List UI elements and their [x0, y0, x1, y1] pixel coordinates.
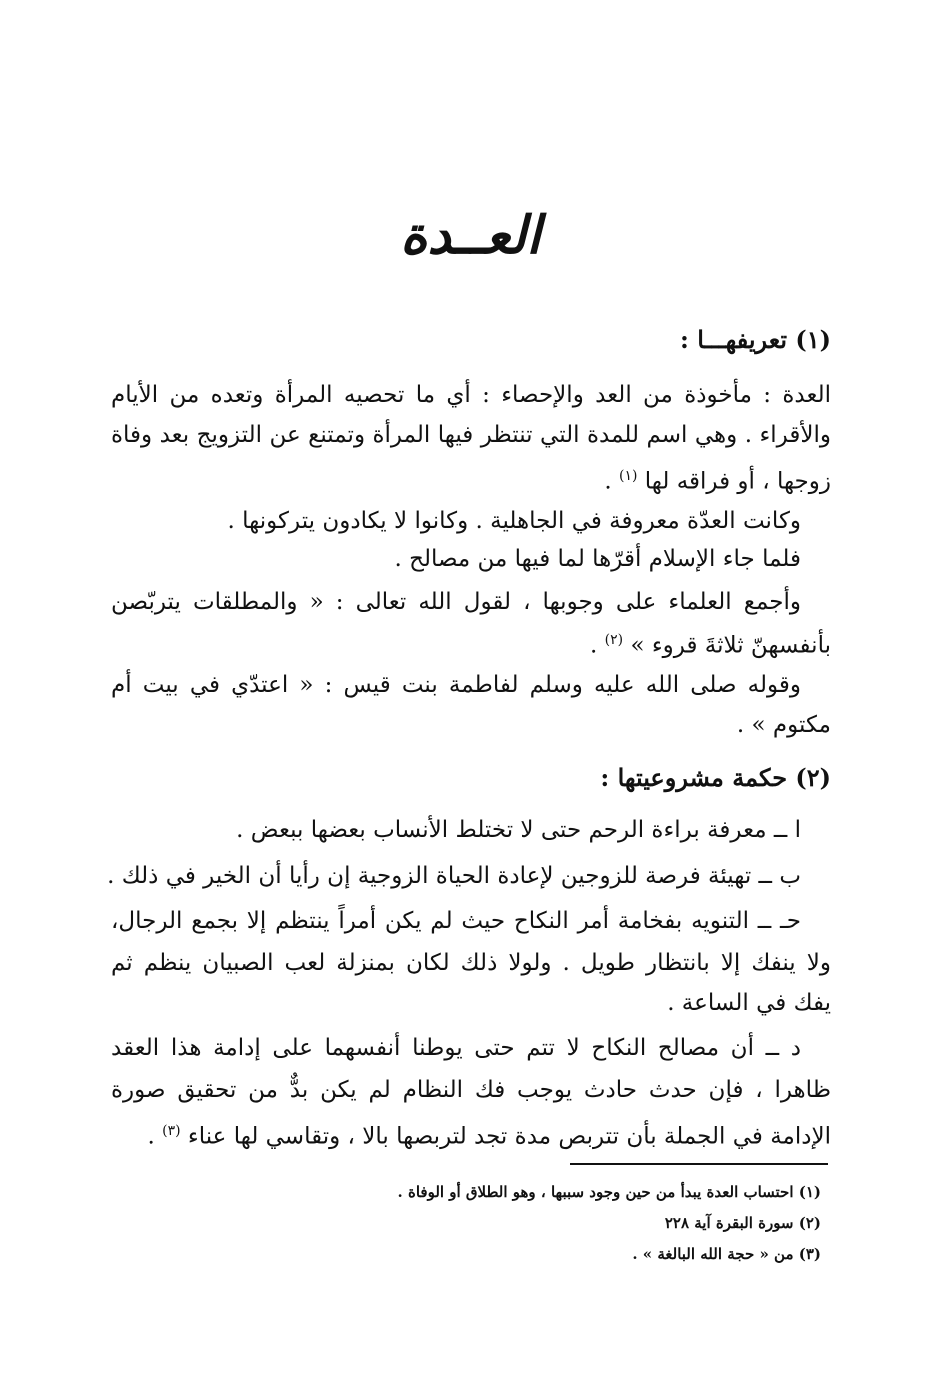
footnote-ref-3: (٣): [162, 1123, 181, 1139]
section1-line-5: فلما جاء الإسلام أقرّها لما فيها من مصالح .: [394, 546, 801, 572]
section1-line-3-dot: .: [604, 468, 612, 495]
section1-line-7-text: بأنفسهنّ ثلاثةَ قروء »: [630, 632, 831, 659]
section1-heading: (١) تعريفهـــا :: [680, 325, 831, 354]
footnote-3: (٣) من « حجة الله البالغة » .: [632, 1245, 821, 1263]
section1-line-7: [111, 622, 831, 664]
footnote-ref-2: (٢): [604, 632, 624, 648]
page-title: العــدة: [400, 205, 541, 266]
footnote-separator: [570, 1163, 828, 1165]
section2-line-5: يفك في الساعة .: [667, 990, 831, 1016]
section2-line-7: ظاهرا ، فإن حدث حادث يوجب فك النظام لم يكن بدٌّ من تحقيق صورة: [111, 1077, 831, 1103]
section1-line-6: وأجمع العلماء على وجوبها ، لقول الله تعالى : « والمطلقات يتربّصن: [111, 589, 801, 615]
footnote-2: (٢) سورة البقرة آية ٢٢٨: [664, 1214, 821, 1232]
section1-line-3-text: زوجها ، أو فراقه لها: [644, 468, 831, 495]
footnote-ref-1: (١): [618, 468, 638, 484]
section2-line-4: ولا ينفك إلا بانتظار طويل . ولولا ذلك لكان بمنزلة لعب الصبيان ينظم ثم: [111, 950, 831, 976]
section2-line-8-text: الإدامة في الجملة بأن تتربص مدة تجد لتربصها بالا ، وتقاسي لها عناء: [187, 1123, 831, 1150]
section2-line-8: [111, 1113, 831, 1155]
section2-line-2: ب ــ تهيئة فرصة للزوجين لإعادة الحياة الزوجية إن رأيا أن الخير في ذلك .: [107, 863, 801, 889]
section2-heading: (٢) حكمة مشروعيتها :: [600, 763, 831, 792]
section1-line-3: [111, 458, 831, 500]
section2-line-3: حـ ــ التنويه بفخامة أمر النكاح حيث لم يكن أمراً ينتظم إلا بجمع الرجال،: [111, 908, 801, 934]
section1-line-2: والأقراء . وهي اسم للمدة التي تنتظر فيها المرأة وتمتنع عن التزويج بعد وفاة: [111, 422, 831, 448]
section2-line-6: د ــ أن مصالح النكاح لا تتم حتى يوطنا أنفسهما على إدامة هذا العقد: [111, 1035, 801, 1061]
section2-line-1: ا ــ معرفة براءة الرحم حتى لا تختلط الأنساب بعضها ببعض .: [236, 817, 801, 843]
section1-line-1: العدة : مأخوذة من العد والإحصاء : أي ما تحصيه المرأة وتعده من الأيام: [111, 382, 831, 408]
section1-line-4: وكانت العدّة معروفة في الجاهلية . وكانوا لا يكادون يتركونها .: [227, 508, 801, 534]
section1-line-8: وقوله صلى الله عليه وسلم لفاطمة بنت قيس : « اعتدّي في بيت أم: [111, 672, 801, 698]
section1-line-7-dot: .: [590, 632, 598, 659]
section2-line-8-dot: .: [147, 1123, 155, 1150]
section1-line-9: مكتوم » .: [736, 712, 831, 738]
footnote-1: (١) احتساب العدة يبدأ من حين وجود سببها ، وهو الطلاق أو الوفاة .: [397, 1183, 821, 1201]
